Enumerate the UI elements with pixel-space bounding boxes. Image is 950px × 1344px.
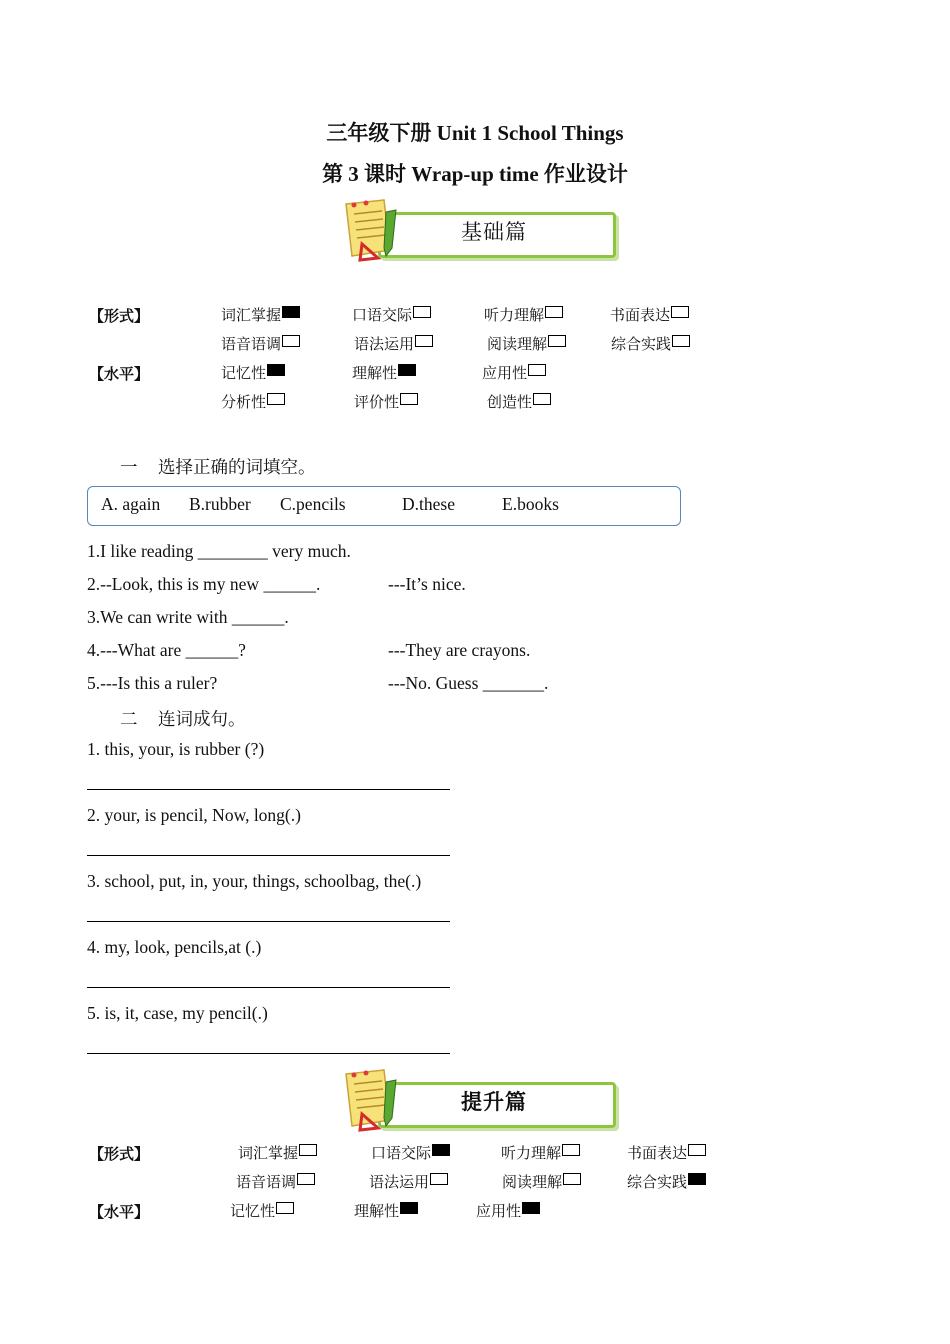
choice-a: A. again xyxy=(101,494,161,514)
question-3: 3.We can write with ______. xyxy=(87,607,289,627)
form-option: 听力理解 xyxy=(501,1142,580,1163)
level-tag: 【水平】 xyxy=(89,1205,150,1221)
form-tag: 【形式】 xyxy=(89,1147,150,1163)
notepad-pencil-icon xyxy=(340,1068,402,1134)
question-1: 1.I like reading ________ very much. xyxy=(87,541,351,561)
checkbox[interactable] xyxy=(548,335,566,347)
checkbox[interactable] xyxy=(415,335,433,347)
form-option: 语音语调 xyxy=(221,333,300,354)
part2-heading: 连词成句。 xyxy=(158,709,246,729)
checkbox[interactable] xyxy=(299,1144,317,1156)
answer-4: ---They are crayons. xyxy=(388,640,531,660)
answer-line[interactable] xyxy=(87,1053,450,1054)
checkbox-checked[interactable] xyxy=(432,1144,450,1156)
answer-line[interactable] xyxy=(87,921,450,922)
form-option: 口语交际 xyxy=(371,1142,450,1163)
form-option: 综合实践 xyxy=(611,333,690,354)
choice-d: D.these xyxy=(402,494,455,514)
level-tag: 【水平】 xyxy=(89,367,150,383)
form-option: 听力理解 xyxy=(484,304,563,325)
level-option: 理解性 xyxy=(354,1200,418,1221)
form-option: 语法运用 xyxy=(369,1171,448,1192)
level-option: 分析性 xyxy=(221,391,285,412)
page-subtitle: 第 3 课时 Wrap-up time 作业设计 xyxy=(322,162,628,186)
level-option: 应用性 xyxy=(476,1200,540,1221)
checkbox-checked[interactable] xyxy=(398,364,416,376)
part2-number: 二 xyxy=(120,709,138,729)
page-title: 三年级下册 Unit 1 School Things xyxy=(326,121,624,145)
level-option: 评价性 xyxy=(354,391,418,412)
checkbox-checked[interactable] xyxy=(688,1173,706,1185)
checkbox[interactable] xyxy=(671,306,689,318)
checkbox-checked[interactable] xyxy=(267,364,285,376)
answer-line[interactable] xyxy=(87,789,450,790)
checkbox[interactable] xyxy=(563,1173,581,1185)
form-option: 口语交际 xyxy=(352,304,431,325)
level-option: 记忆性 xyxy=(230,1200,294,1221)
level-option: 应用性 xyxy=(482,362,546,383)
section-banner-advanced xyxy=(340,1068,612,1134)
checkbox[interactable] xyxy=(528,364,546,376)
checkbox[interactable] xyxy=(545,306,563,318)
level-option: 理解性 xyxy=(352,362,416,383)
part1-heading: 选择正确的词填空。 xyxy=(158,457,316,477)
reorder-item-5: 5. is, it, case, my pencil(.) xyxy=(87,1003,268,1023)
form-option: 阅读理解 xyxy=(502,1171,581,1192)
question-2: 2.--Look, this is my new ______. xyxy=(87,574,321,594)
choice-b: B.rubber xyxy=(189,494,251,514)
form-option: 词汇掌握 xyxy=(238,1142,317,1163)
answer-2: ---It’s nice. xyxy=(388,574,466,594)
form-option: 词汇掌握 xyxy=(221,304,300,325)
choice-e: E.books xyxy=(502,494,559,514)
section-banner-basic-label: 基础篇 xyxy=(461,220,527,244)
reorder-item-3: 3. school, put, in, your, things, schoolbag, the(.) xyxy=(87,871,422,891)
answer-5: ---No. Guess _______. xyxy=(388,673,549,693)
form-option: 阅读理解 xyxy=(487,333,566,354)
answer-line[interactable] xyxy=(87,987,450,988)
checkbox[interactable] xyxy=(688,1144,706,1156)
checkbox-checked[interactable] xyxy=(400,1202,418,1214)
form-option: 书面表达 xyxy=(610,304,689,325)
checkbox[interactable] xyxy=(276,1202,294,1214)
form-option: 语法运用 xyxy=(354,333,433,354)
answer-line[interactable] xyxy=(87,855,450,856)
form-option: 语音语调 xyxy=(236,1171,315,1192)
checkbox[interactable] xyxy=(430,1173,448,1185)
level-option: 创造性 xyxy=(487,391,551,412)
question-4: 4.---What are ______? xyxy=(87,640,246,660)
checkbox[interactable] xyxy=(533,393,551,405)
form-tag: 【形式】 xyxy=(89,309,150,325)
checkbox[interactable] xyxy=(413,306,431,318)
choice-c: C.pencils xyxy=(280,494,346,514)
checkbox[interactable] xyxy=(562,1144,580,1156)
section-banner-basic xyxy=(340,198,612,264)
checkbox-checked[interactable] xyxy=(282,306,300,318)
level-option: 记忆性 xyxy=(221,362,285,383)
checkbox[interactable] xyxy=(400,393,418,405)
part1-number: 一 xyxy=(120,457,138,477)
notepad-pencil-icon xyxy=(340,198,402,264)
reorder-item-4: 4. my, look, pencils,at (.) xyxy=(87,937,262,957)
checkbox[interactable] xyxy=(267,393,285,405)
form-option: 综合实践 xyxy=(627,1171,706,1192)
checkbox[interactable] xyxy=(672,335,690,347)
reorder-item-1: 1. this, your, is rubber (?) xyxy=(87,739,265,759)
form-option: 书面表达 xyxy=(627,1142,706,1163)
word-bank xyxy=(87,486,681,526)
checkbox-checked[interactable] xyxy=(522,1202,540,1214)
checkbox[interactable] xyxy=(282,335,300,347)
checkbox[interactable] xyxy=(297,1173,315,1185)
section-banner-advanced-label: 提升篇 xyxy=(461,1090,527,1114)
question-5: 5.---Is this a ruler? xyxy=(87,673,218,693)
reorder-item-2: 2. your, is pencil, Now, long(.) xyxy=(87,805,301,825)
